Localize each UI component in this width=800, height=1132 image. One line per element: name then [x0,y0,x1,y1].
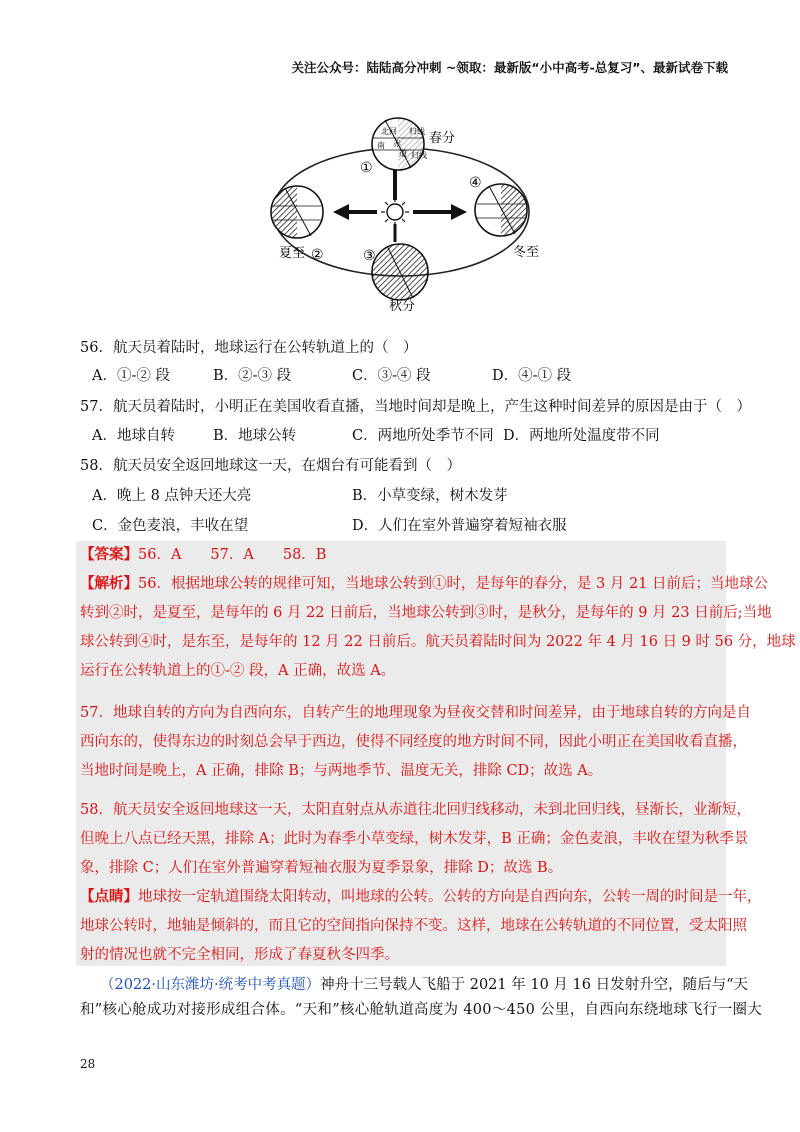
analysis-line-9: 象，排除 C；人们在室外普遍穿着短袖衣服为夏季景象，排除 D；故选 B。 [80,860,563,876]
pos3-label: ③ [363,248,376,264]
next-question-line-1: （2022·山东潍坊·统考中考真题）神舟十三号载人飞船于 2021 年 10 月 16 日发射升空，随后与“天 [100,977,748,993]
answer-tag: 【答案】 [80,546,138,563]
earth-autumn [372,244,428,300]
q57-option-b: B．地球公转 [213,428,297,444]
tip-line-2: 射的情况也就不完全相同，形成了春夏秋冬四季。 [80,947,399,963]
next-question-line-2: 和”核心舱成功对接形成组合体。“天和”核心舱轨道高度为 400～450 公里，自西向东绕地球飞行一圈大 [80,1002,763,1018]
q56-stem: 56．航天员着陆时，地球运行在公转轨道上的（ ） [80,340,418,356]
svg-text:归线: 归线 [409,127,425,136]
analysis-line-4: 57．地球自转的方向为自西向东，自转产生的地理现象为昼夜交替和时间差异，由于地球自转的方向是自 [80,705,751,721]
svg-text:归线: 归线 [411,151,427,160]
winter-label: 冬至 [513,245,540,260]
q56-option-d: D．④-① 段 [492,368,572,384]
earth-revolution-diagram [265,112,555,312]
q58-option-a: A．晚上 8 点钟天还大亮 [92,488,252,504]
tip-line-1: 地球公转时，地轴是倾斜的，而且它的空间指向保持不变。这样，地球在公转轨道的不同位置，受太阳照 [80,918,747,934]
spring-label: 春分 [429,131,456,146]
page-number: 28 [80,1057,96,1071]
tip-tag: 【点睛】 [80,888,138,905]
pos1-label: ① [360,160,373,176]
q58-option-b: B．小草变绿，树木发芽 [352,488,508,504]
pos2-label: ② [311,247,324,263]
svg-text:南: 南 [377,141,385,150]
summer-label: 夏至 [279,246,306,261]
q58-stem: 58．航天员安全返回地球这一天，在烟台有可能看到（ ） [80,458,461,474]
autumn-label: 秋分 [389,299,416,312]
earth-summer [271,186,323,238]
q57-option-a: A．地球自转 [92,428,175,444]
svg-text:赤: 赤 [393,139,401,148]
analysis-line-6: 当地时间是晚上，A 正确，排除 B；与两地季节、温度无关，排除 CD；故选 A。 [80,763,603,779]
q56-option-c: C．③-④ 段 [352,368,431,384]
analysis-line-7: 58．航天员安全返回地球这一天，太阳直射点从赤道往北回归线移动，未到北回归线，昼渐长，业渐短， [80,802,751,818]
q57-option-c: C．两地所处季节不同 [352,428,494,444]
analysis-line-1: 转到②时，是夏至，是每年的 6 月 22 日前后，当地球公转到③时，是秋分，是每年的 9 月 23 日前后;当地 [80,605,772,621]
earth-spring [372,118,427,170]
pos4-label: ④ [469,175,482,191]
svg-text:道: 道 [399,149,407,158]
q56-option-b: B．②-③ 段 [213,368,292,384]
answer-text: 56．A 57．A 58．B [138,547,327,563]
analysis-line-5: 西向东的，使得东边的时刻总会早于西边，使得不同经度的地方时间不同，因此小明正在美国收看直播， [80,734,747,750]
page-header: 关注公众号：陆陆高分冲刺 ~领取：最新版“小中高考-总复习”、最新试卷下载 [291,60,728,75]
tip-line-0: 【点睛】地球按一定轨道围绕太阳转动，叫地球的公转。公转的方向是自西向东，公转一周的时间是一年， [80,888,762,905]
tropic-north-label: 北回 [381,127,397,136]
q57-stem: 57．航天员着陆时，小明正在美国收看直播，当地时间却是晚上，产生这种时间差异的原因是由于（ ） [80,399,751,415]
q58-option-d: D．人们在室外普遍穿着短袖衣服 [352,518,567,534]
sun-icon [387,204,403,220]
q58-option-c: C．金色麦浪，丰收在望 [92,518,249,534]
q57-option-d: D．两地所处温度带不同 [503,428,660,444]
q56-option-a: A．①-② 段 [92,368,170,384]
analysis-line-8: 但晚上八点已经天黑，排除 A；此时为春季小草变绿，树木发芽，B 正确；金色麦浪，丰收在望为秋季景 [80,831,749,847]
analysis-line-3: 运行在公转轨道上的①-② 段，A 正确，故选 A。 [80,663,396,679]
analysis-line-0: 【解析】56．根据地球公转的规律可知，当地球公转到①时，是每年的春分，是 3 月 21 日前后；当地球公 [80,575,769,592]
source-citation: （2022·山东潍坊·统考中考真题） [100,977,321,993]
analysis-line-2: 球公转到④时，是东至，是每年的 12 月 22 日前后。航天员着陆时间为 2022 年 4 月 16 日 9 时 56 分，地球 [80,634,796,650]
answer-line [80,545,326,565]
earth-winter [475,184,527,236]
analysis-tag: 【解析】 [80,575,138,592]
